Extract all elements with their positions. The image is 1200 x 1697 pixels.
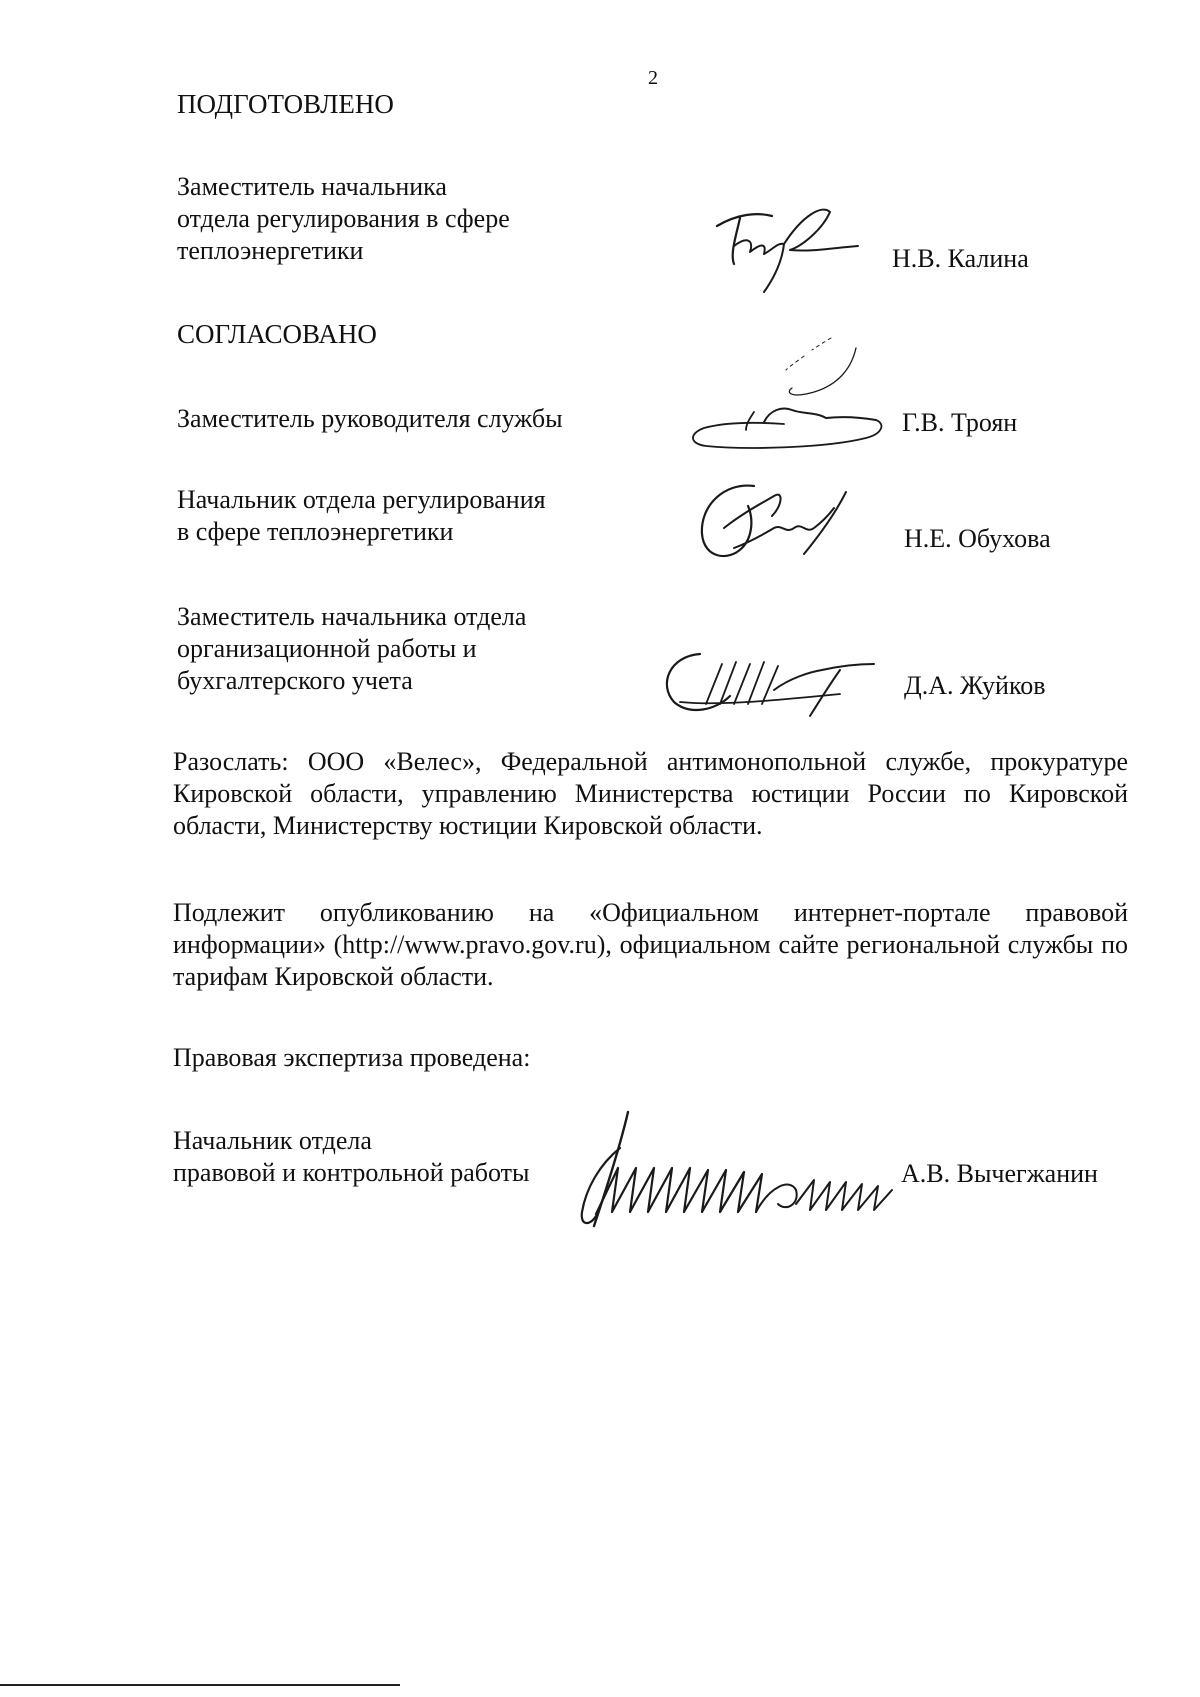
signatory-name: Д.А. Жуйков: [904, 671, 1046, 700]
prepared-position: [177, 171, 510, 267]
position-line: правовой и контрольной работы: [173, 1158, 530, 1187]
signature-vychegzhanin: [560, 1108, 910, 1238]
position-line: Заместитель начальника отдела: [177, 602, 527, 631]
page-number: 2: [648, 67, 658, 89]
position-line: Начальник отдела регулирования: [177, 485, 546, 514]
signature-troyan: [686, 330, 896, 460]
agreed-position: [177, 484, 546, 548]
position-line: теплоэнергетики: [177, 236, 364, 265]
position-line: Начальник отдела: [173, 1126, 372, 1155]
position-line: отдела регулирования в сфере: [177, 204, 510, 233]
distribution-paragraph: Разослать: ООО «Велес», Федеральной антимонопольной службе, прокуратуре Кировской области, управлению Министерства юстиции России по Кировской области, Министерству юстиции Кировской области.: [173, 747, 1128, 840]
publication-paragraph: Подлежит опубликованию на «Официальном интернет-портале правовой информации» (http://www.pravo.gov.ru), официальном сайте региональной службы по тарифам Кировской области.: [173, 898, 1128, 991]
position-line: бухгалтерского учета: [177, 666, 413, 695]
position-line: Заместитель начальника: [177, 172, 447, 201]
signatory-name: Н.Е. Обухова: [904, 524, 1051, 553]
signatory-name: Г.В. Троян: [902, 408, 1018, 437]
signatory-name: Н.В. Калина: [892, 244, 1029, 273]
agreed-heading: СОГЛАСОВАНО: [177, 319, 377, 349]
signature-kalina: [712, 206, 862, 296]
footer-divider: [0, 1684, 400, 1686]
position-line: Заместитель руководителя службы: [177, 404, 563, 433]
prepared-heading: ПОДГОТОВЛЕНО: [177, 89, 394, 119]
agreed-position: [177, 601, 526, 697]
position-line: в сфере теплоэнергетики: [177, 517, 454, 546]
signatory-name: А.В. Вычегжанин: [901, 1159, 1098, 1188]
legal-review-heading: Правовая экспертиза проведена:: [173, 1043, 531, 1072]
agreed-position: [177, 403, 563, 435]
position-line: организационной работы и: [177, 634, 477, 663]
signature-zhuykov: [660, 644, 880, 724]
signature-obukhova: [694, 476, 854, 566]
legal-review-position: [173, 1125, 529, 1189]
